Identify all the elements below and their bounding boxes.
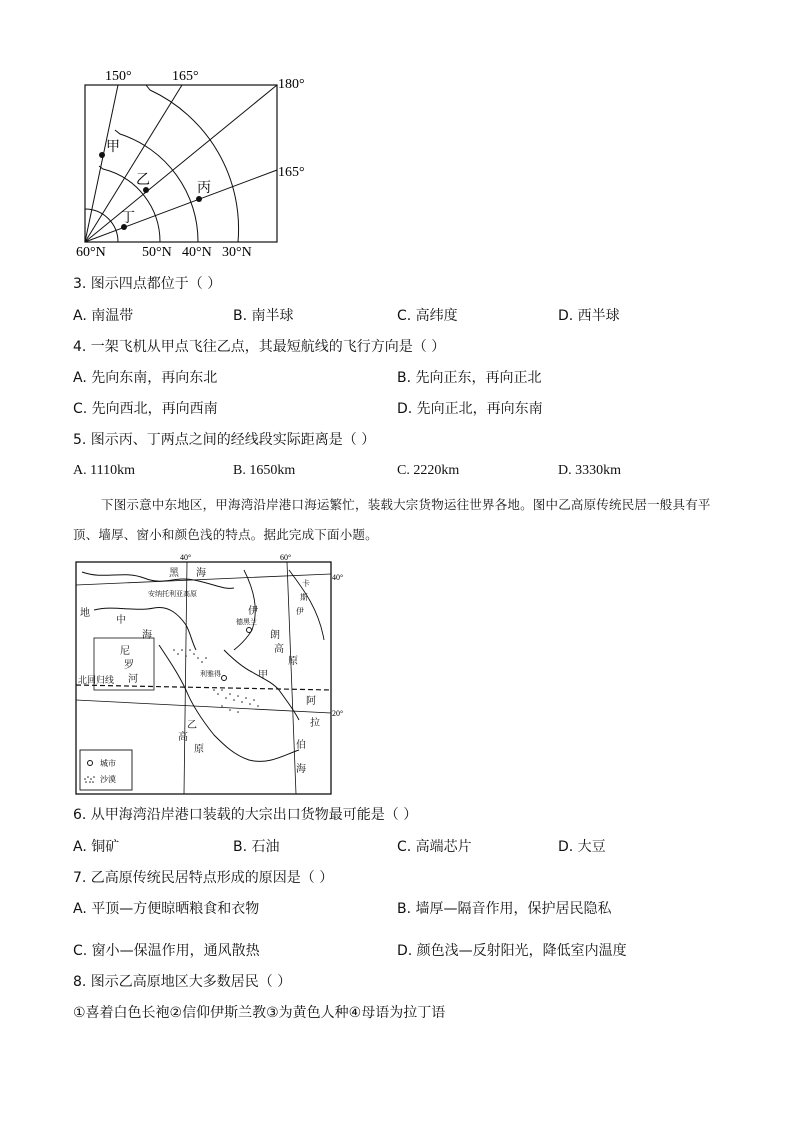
- tropic-of-cancer: [76, 685, 331, 690]
- q5-option-a[interactable]: A. 1110km: [73, 463, 135, 478]
- black-sea-coast: [82, 572, 234, 588]
- graticule-figure: [70, 60, 330, 270]
- label-zhong: 中: [116, 615, 126, 626]
- label-yi-iran: 伊: [248, 606, 258, 617]
- legend-desert-label: 沙漠: [100, 775, 116, 784]
- label-bing: 丙: [197, 180, 211, 196]
- q6-option-b[interactable]: B. 石油: [233, 839, 280, 855]
- q6-option-c[interactable]: C. 高端芯片: [397, 839, 472, 855]
- q7-option-c[interactable]: C. 窗小—保温作用，通风散热: [73, 943, 260, 959]
- legend-city-label: 城市: [100, 759, 116, 768]
- map-lat-40: 40°: [332, 573, 344, 582]
- question-7-stem: 7. 乙高原传统民居特点形成的原因是（ ）: [73, 870, 334, 886]
- map-lon-40: 40°: [180, 553, 192, 562]
- label-hai-arabian: 海: [296, 764, 306, 775]
- middle-east-map: [74, 550, 349, 797]
- label-yi: 乙: [136, 172, 150, 188]
- q7-option-d[interactable]: D. 颜色浅—反射阳光，降低室内温度: [397, 943, 627, 959]
- label-60n: 60°N: [76, 245, 106, 260]
- label-a: 阿: [306, 696, 316, 707]
- label-165-top: 165°: [172, 69, 199, 84]
- label-40n: 40°N: [182, 245, 212, 260]
- label-gao-iran: 高: [274, 644, 284, 655]
- label-yi-plateau: 乙: [187, 720, 197, 731]
- map-lon-60: 60°: [280, 553, 292, 562]
- label-anatolia: 安纳托利亚高原: [148, 590, 197, 598]
- question-5-stem: 5. 图示丙、丁两点之间的经线段实际距离是（ ）: [73, 432, 376, 448]
- label-jia-gulf: 甲: [258, 670, 268, 681]
- label-tehran: 德黑兰: [236, 618, 257, 626]
- q3-option-b[interactable]: B. 南半球: [233, 308, 294, 324]
- q4-option-c[interactable]: C. 先向西北，再向西南: [73, 401, 218, 417]
- label-hai-med: 海: [142, 630, 152, 641]
- map-lat-20: 20°: [332, 709, 344, 718]
- meridian-60: [287, 562, 296, 794]
- q7-option-a[interactable]: A. 平顶—方便晾晒粮食和衣物: [73, 901, 260, 917]
- label-150: 150°: [105, 69, 132, 84]
- q3-option-c[interactable]: C. 高纬度: [397, 308, 458, 324]
- q3-option-a[interactable]: A. 南温带: [73, 308, 134, 324]
- label-gao-plateau: 高: [178, 732, 188, 743]
- passage-text: 下图示意中东地区，甲海湾沿岸港口海运繁忙，装载大宗货物运往世界各地。图中乙高原传统民居一般具有平顶、墙厚、窗小和颜色浅的特点。据此完成下面小题。: [73, 497, 711, 542]
- q5-option-b[interactable]: B. 1650km: [233, 463, 296, 478]
- q7-option-b[interactable]: B. 墙厚—隔音作用，保护居民隐私: [397, 901, 612, 917]
- question-6-stem: 6. 从甲海湾沿岸港口装载的大宗出口货物最可能是（ ）: [73, 807, 418, 823]
- label-30n: 30°N: [222, 245, 252, 260]
- q3-option-d[interactable]: D. 西半球: [558, 308, 620, 324]
- label-di: 地: [80, 608, 90, 619]
- parallel-60n: [85, 209, 118, 242]
- mediterranean-coast: [94, 607, 196, 650]
- label-jia: 甲: [106, 139, 120, 155]
- label-luo: 罗: [124, 660, 134, 671]
- q4-option-d[interactable]: D. 先向正北，再向东南: [397, 401, 543, 417]
- label-bo: 伯: [296, 740, 306, 751]
- label-yuan-iran: 原: [288, 656, 298, 667]
- label-ding: 丁: [121, 210, 135, 226]
- q6-option-d[interactable]: D. 大豆: [558, 839, 606, 855]
- point-jia: [99, 152, 105, 158]
- q4-option-a[interactable]: A. 先向东南，再向东北: [73, 370, 218, 386]
- question-4-stem: 4. 一架飞机从甲点飞往乙点，其最短航线的飞行方向是（ ）: [73, 339, 446, 355]
- question-8-stem: 8. 图示乙高原地区大多数居民（ ）: [73, 974, 292, 990]
- label-165-right: 165°: [278, 165, 305, 180]
- point-bing: [196, 196, 202, 202]
- label-ni: 尼: [120, 646, 130, 657]
- q4-option-b[interactable]: B. 先向正东，再向正北: [397, 370, 542, 386]
- label-50n: 50°N: [142, 245, 172, 260]
- label-hai-black: 海: [196, 568, 206, 579]
- label-he: 河: [128, 674, 138, 685]
- red-sea-coast: [159, 645, 299, 761]
- q6-option-a[interactable]: A. 铜矿: [73, 839, 120, 855]
- map-legend: [80, 750, 132, 790]
- city-riyadh: [222, 676, 227, 681]
- q5-option-d[interactable]: D. 3330km: [558, 463, 621, 478]
- meridian-165-right: [85, 170, 277, 242]
- label-yuan-plateau: 原: [194, 744, 204, 755]
- label-180: 180°: [278, 77, 305, 92]
- label-riyadh: 利雅得: [200, 670, 221, 678]
- label-lang: 朗: [270, 630, 280, 641]
- q5-option-c[interactable]: C. 2220km: [397, 463, 460, 478]
- label-tropic: 北回归线: [78, 675, 115, 685]
- question-3-stem: 3. 图示四点都位于（ ）: [73, 276, 222, 292]
- label-si: 斯: [300, 593, 308, 602]
- label-yi-caspian: 伊: [296, 607, 304, 616]
- city-tehran: [247, 628, 252, 633]
- label-hei: 黑: [169, 568, 179, 579]
- label-la: 拉: [310, 718, 320, 729]
- label-ka: 卡: [302, 579, 310, 588]
- parallel-30n: [146, 85, 239, 242]
- question-8-statements: ①喜着白色长袍②信仰伊斯兰教③为黄色人种④母语为拉丁语: [73, 1005, 446, 1021]
